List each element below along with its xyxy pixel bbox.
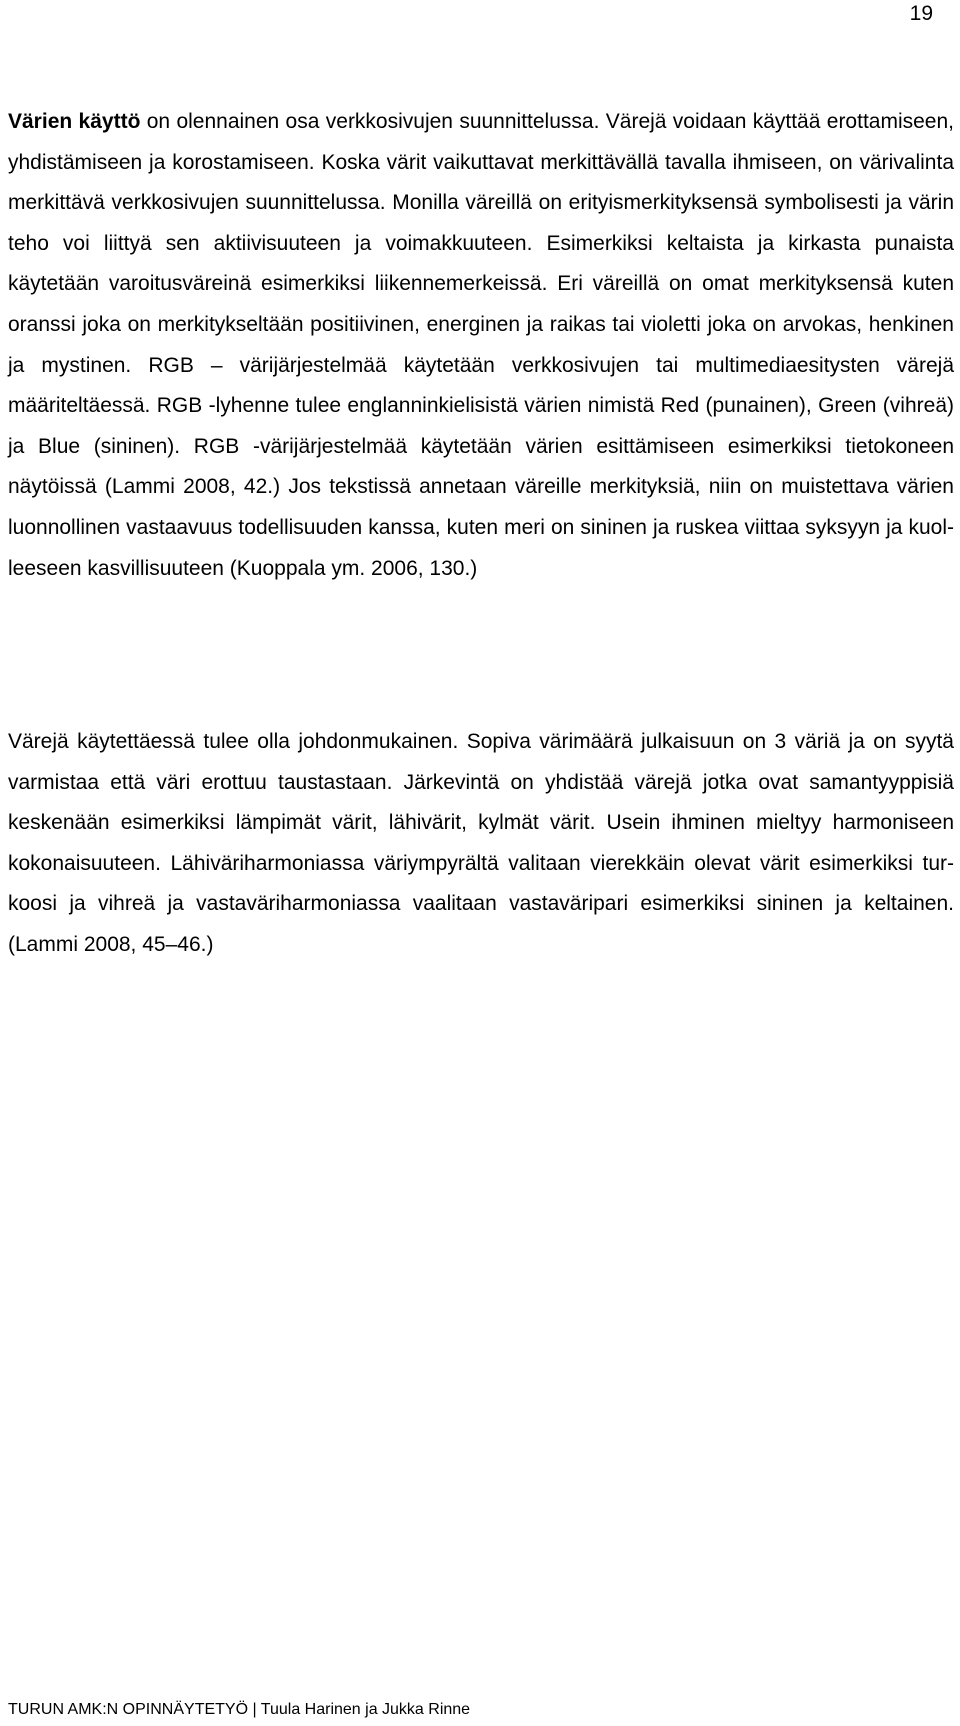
bold-lead-term: Värien käyttö <box>8 110 141 133</box>
paragraph-colors-usage <box>8 102 954 589</box>
page-number: 19 <box>909 2 933 25</box>
page-footer: TURUN AMK:N OPINNÄYTETYÖ | Tuula Harinen ja Jukka Rinne <box>8 1701 471 1718</box>
paragraph-text: on olennainen osa verkkosivujen suunnittelussa. Värejä voidaan käyttää erottamiseen, yhdistämiseen ja korostamiseen. Koska värit vaikuttavat merkittävällä tavalla ihmiseen, on värivalinta merkittävä verkkosivujen suunnittelussa. Monilla väreillä on erityismerkityksensä symbolisesti ja värin teho voi liittyä sen aktiivisuuteen ja voimakkuuteen. Esimerkiksi keltaista ja kirkasta punaista käytetään varoitusväreinä esimerkiksi liikennemerkeissä. Eri väreillä on omat merkityksensä kuten oranssi joka on merkitykseltään positiivinen, energinen ja raikas tai violetti joka on arvokas, henkinen ja mystinen. RGB – värijärjestelmää käytetään verkkosivujen tai multimediaesitysten värejä määriteltäessä. RGB -lyhenne tulee englanninkielisistä värien nimistä Red (punainen), Green (vihreä) ja Blue (sininen). RGB -värijärjestelmää käytetään värien esittämiseen esimerkiksi tietokoneen näytöissä (Lammi 2008, 42.) Jos tekstissä annetaan väreille merkityksiä, niin on muistettava värien luonnollinen vastaavuus todellisuuden kanssa, kuten meri on sininen ja ruskea viittaa syksyyn ja kuolleeseen kasvillisuuteen (Kuoppala ym. 2006, 130.) <box>8 110 954 580</box>
paragraph-color-consistency: Värejä käytettäessä tulee olla johdonmukainen. Sopiva värimäärä julkaisuun on 3 väriä ja on syytä varmistaa että väri erottuu taustastaan. Järkevintä on yhdistää värejä jotka ovat samantyyppisiä keskenään esimerkiksi lämpimät värit, lähivärit, kylmät värit. Usein ihminen mieltyy harmoniseen kokonaisuuteen. Lähiväriharmoniassa väriympyrältä valitaan vierekkäin olevat värit esimerkiksi turkoosi ja vihreä ja vastaväriharmoniassa vaalitaan vastaväripari esimerkiksi sininen ja keltainen. (Lammi 2008, 45–46.) <box>8 730 954 956</box>
